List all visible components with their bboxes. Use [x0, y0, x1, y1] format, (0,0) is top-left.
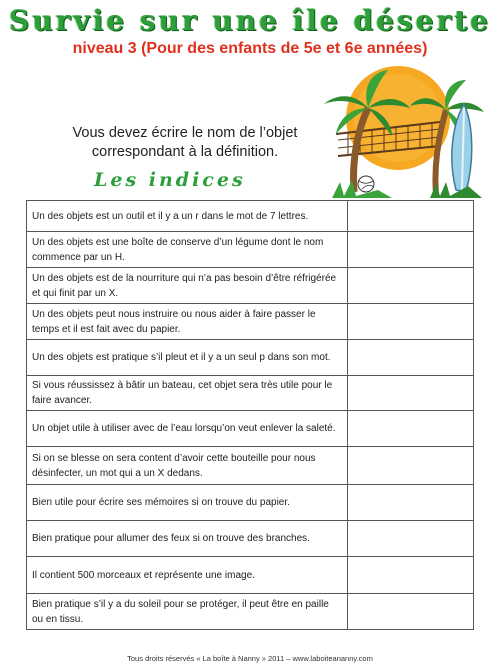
table-row [27, 304, 474, 340]
table-row [27, 411, 474, 447]
table-row [27, 201, 474, 232]
table-row [27, 594, 474, 630]
clue-cell: Bien pratique s’il y a du soleil pour se protéger, il peut être en paille ou en tissu. [27, 594, 348, 630]
answer-cell[interactable] [348, 304, 474, 340]
footer-copyright: Tous droits réservés « La boîte à Nanny » 2011 – www.laboiteananny.com [127, 654, 373, 663]
table-row [27, 232, 474, 268]
answer-cell[interactable] [348, 201, 474, 232]
table-row [27, 485, 474, 521]
clue-cell: Un objet utile à utiliser avec de l’eau lorsqu’on veut enlever la saleté. [27, 411, 348, 447]
table-row [27, 557, 474, 594]
table-row [27, 268, 474, 304]
answer-cell[interactable] [348, 340, 474, 376]
table-row [27, 521, 474, 557]
instructions-line-2: correspondant à la définition. [91, 144, 279, 160]
table-row [27, 447, 474, 485]
clue-cell: Un des objets est de la nourriture qui n’a pas besoin d’être réfrigérée et qui finit par un X. [27, 268, 348, 304]
clue-cell: Un des objets est un outil et il y a un r dans le mot de 7 lettres. [27, 201, 348, 232]
answer-cell[interactable] [348, 232, 474, 268]
answer-cell[interactable] [348, 594, 474, 630]
clue-cell: Un des objets peut nous instruire ou nous aider à faire passer le temps et il est fait avec du papier. [27, 304, 348, 340]
answer-cell[interactable] [348, 521, 474, 557]
table-row [27, 376, 474, 411]
clue-cell: Un des objets est une boîte de conserve d’un légume dont le nom commence par un H. [27, 232, 348, 268]
clue-cell: Un des objets est pratique s’il pleut et il y a un seul p dans son mot. [27, 340, 348, 376]
answer-cell[interactable] [348, 557, 474, 594]
section-title: Les indices [94, 169, 246, 191]
instructions-line-1: Vous devez écrire le nom de l’objet [72, 125, 298, 141]
answer-cell[interactable] [348, 268, 474, 304]
clue-cell: Il contient 500 morceaux et représente une image. [27, 557, 348, 594]
clue-cell: Si vous réussissez à bâtir un bateau, cet objet sera très utile pour le faire avancer. [27, 376, 348, 411]
ball-icon [358, 176, 374, 192]
page-subtitle: niveau 3 (Pour des enfants de 5e et 6e années) [72, 40, 428, 57]
answer-cell[interactable] [348, 447, 474, 485]
page-title: Survie sur une île déserte [8, 4, 491, 37]
answer-cell[interactable] [348, 485, 474, 521]
answer-cell[interactable] [348, 376, 474, 411]
answer-cell[interactable] [348, 411, 474, 447]
clue-cell: Bien utile pour écrire ses mémoires si on trouve du papier. [27, 485, 348, 521]
instructions [40, 124, 330, 162]
clue-cell: Si on se blesse on sera content d’avoir cette bouteille pour nous désinfecter, un mot qui a un X dedans. [27, 447, 348, 485]
table-row [27, 340, 474, 376]
clue-cell: Bien pratique pour allumer des feux si on trouve des branches. [27, 521, 348, 557]
clues-table [26, 200, 474, 630]
beach-illustration [318, 64, 496, 200]
